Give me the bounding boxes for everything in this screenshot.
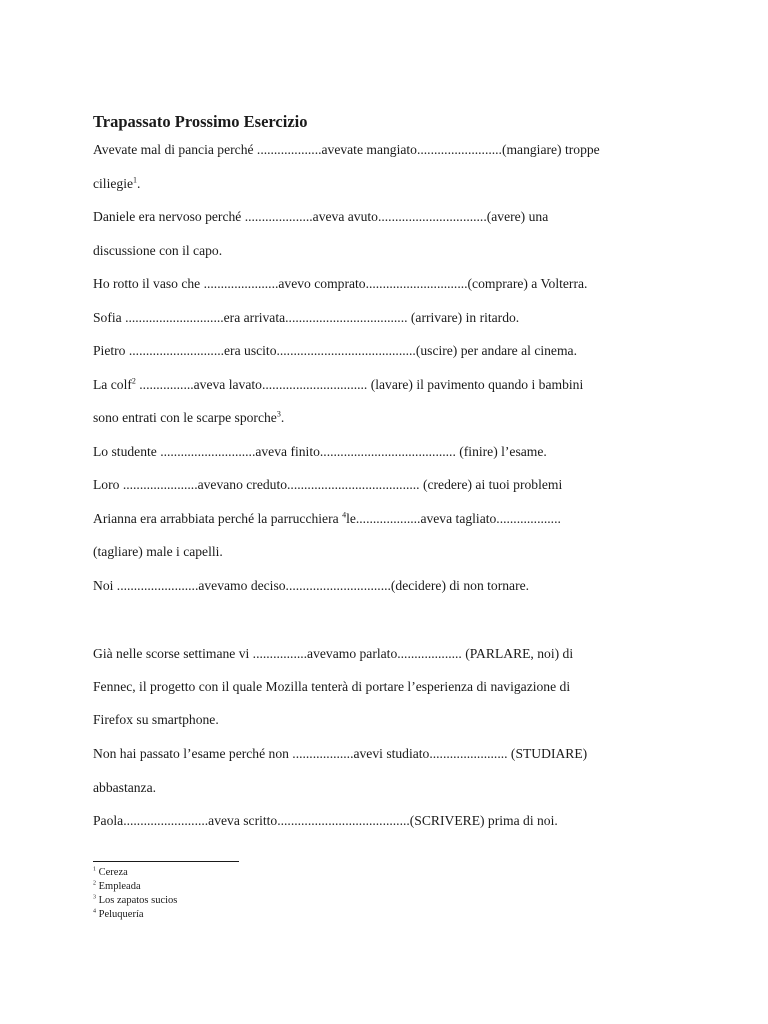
footnote-text: Empleada	[98, 881, 141, 892]
exercise-line-5	[93, 342, 577, 360]
line-text: (tagliare) male i capelli.	[93, 544, 223, 559]
exercise-line-11-cont	[93, 711, 219, 729]
exercise-line-3	[93, 275, 587, 293]
line-text: .	[137, 176, 141, 191]
exercise-line-9-cont	[93, 543, 223, 561]
line-text: Avevate mal di pancia perché ...................avevate mangiato.........................(mangiare) troppe	[93, 142, 600, 157]
exercise-line-6-cont	[93, 409, 284, 427]
footnote-text: Peluquería	[98, 909, 144, 920]
footnote-marker: 2	[131, 376, 136, 386]
line-text: Firefox su smartphone.	[93, 712, 219, 727]
line-text: ................aveva lavato............................... (lavare) il pavimento quando i bambini	[135, 377, 584, 392]
footnote-marker: 2	[93, 880, 96, 887]
page-title: Trapassato Prossimo Esercizio	[93, 112, 308, 131]
exercise-line-12	[93, 745, 587, 763]
line-text: le...................aveva tagliato...................	[346, 511, 561, 526]
footnote-marker: 4	[342, 510, 347, 520]
line-text: Daniele era nervoso perché ....................aveva avuto................................(avere) una	[93, 209, 549, 224]
exercise-line-4	[93, 309, 519, 327]
exercise-line-1-cont	[93, 175, 140, 193]
line-text: Ho rotto il vaso che ......................avevo comprato..............................(comprare) a Volterra.	[93, 276, 588, 291]
footnote-marker: 1	[93, 866, 96, 873]
line-text: Pietro ............................era uscito.........................................(uscire) per andare al cinema.	[93, 343, 577, 358]
footnote-text: Cereza	[98, 867, 128, 878]
line-text: Fennec, il progetto con il quale Mozilla tenterà di portare l’esperienza di navigazione di	[93, 679, 571, 694]
footnote-marker: 4	[93, 908, 96, 915]
line-text: ciliegie	[93, 176, 134, 191]
footnote-3	[93, 894, 177, 907]
footnote-4	[93, 908, 144, 921]
exercise-line-10	[93, 577, 529, 595]
line-text: Noi ........................avevamo deciso...............................(decidere) di non tornare.	[93, 578, 530, 593]
line-text: Paola.........................aveva scritto.......................................(SCRIVERE) prima di noi.	[93, 813, 558, 828]
footnote-marker: 3	[276, 409, 281, 419]
line-text: abbastanza.	[93, 780, 157, 795]
line-text: Arianna era arrabbiata perché la parrucchiera	[93, 511, 343, 526]
footnote-divider	[93, 861, 239, 862]
line-text: Non hai passato l’esame perché non ..................avevi studiato....................... (STUDIARE)	[93, 746, 588, 761]
footnote-1	[93, 866, 128, 879]
line-text: Sofia .............................era arrivata.................................... (arrivare) in ritardo.	[93, 310, 520, 325]
line-text: Loro ......................avevano creduto....................................... (credere) ai tuoi problemi	[93, 477, 563, 492]
line-text: .	[280, 410, 285, 425]
footnote-marker: 1	[133, 175, 138, 185]
exercise-line-11-cont	[93, 678, 570, 696]
exercise-line-6	[93, 376, 583, 394]
exercise-line-2	[93, 208, 548, 226]
exercise-line-7	[93, 443, 547, 461]
exercise-line-8	[93, 476, 562, 494]
line-text: La colf	[93, 377, 132, 392]
line-text: discussione con il capo.	[93, 243, 223, 258]
exercise-line-1	[93, 141, 600, 159]
footnote-marker: 3	[93, 894, 96, 901]
exercise-line-12-cont	[93, 779, 156, 797]
line-text: Già nelle scorse settimane vi ................avevamo parlato................... (PARLARE, noi) di	[93, 646, 574, 661]
exercise-line-9	[93, 510, 561, 528]
footnote-2	[93, 880, 141, 893]
line-text: sono entrati con le scarpe sporche	[93, 410, 277, 425]
exercise-line-11	[93, 645, 573, 663]
line-text: Lo studente ............................aveva finito........................................ (finire) l’esame.	[93, 444, 547, 459]
footnote-text: Los zapatos sucios	[98, 895, 178, 906]
exercise-line-13	[93, 812, 558, 830]
exercise-line-2-cont	[93, 242, 222, 260]
